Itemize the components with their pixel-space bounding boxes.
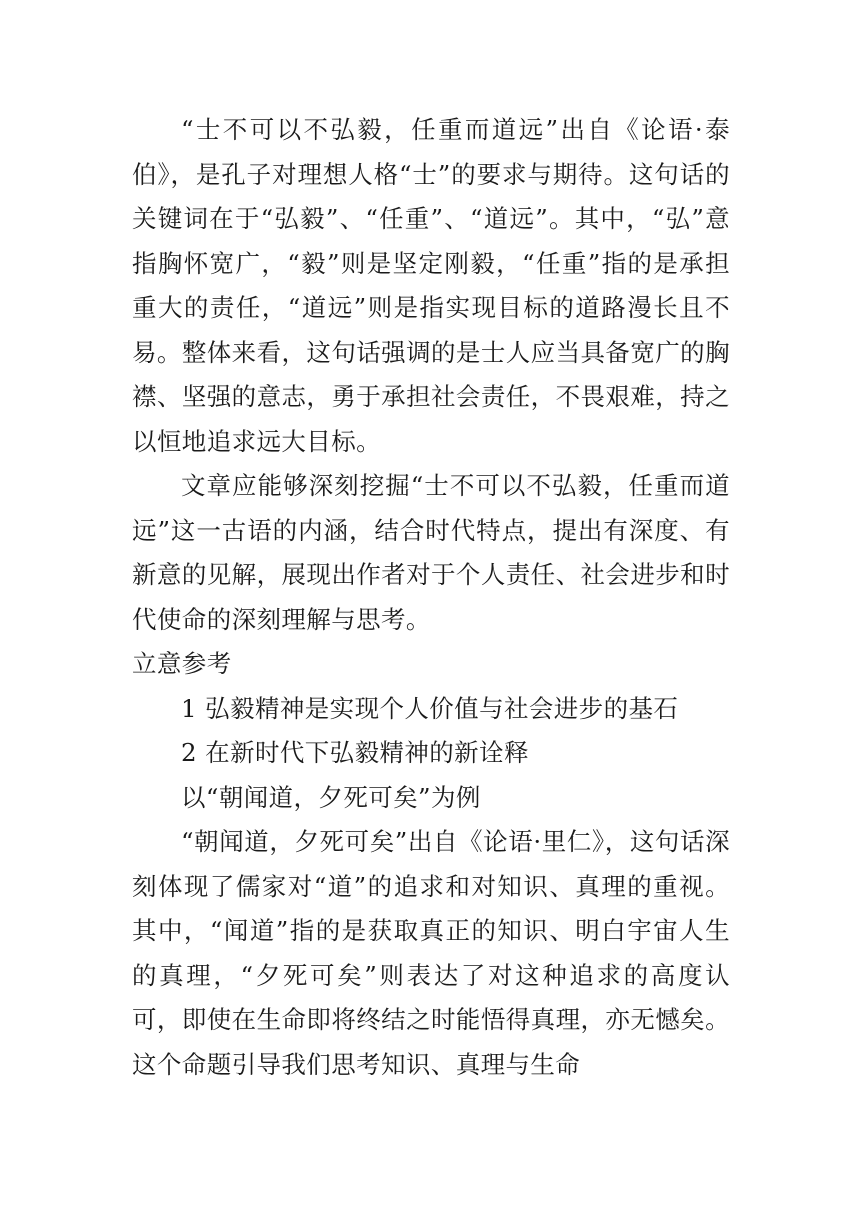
section-heading-reference: 立意参考: [132, 649, 232, 678]
paragraph-essay-requirement: 文章应能够深刻挖掘“士不可以不弘毅，任重而道远”这一古语的内涵，结合时代特点，提出有深度、有新意的见解，展现出作者对于个人责任、社会进步和时代使命的深刻理解与思考。: [132, 471, 730, 634]
paragraph-shi-hongyi-explanation: “士不可以不弘毅，任重而道远”出自《论语·泰伯》，是孔子对理想人格“士”的要求与期待。这句话的关键词在于“弘毅”、“任重”、“道远”。其中，“弘”意指胸怀宽广，“毅”则是坚定刚毅，“任重”指的是承担重大的责任，“道远”则是指实现目标的道路漫长且不易。整体来看，这句话强调的是士人应当具备宽广的胸襟、坚强的意志，勇于承担社会责任，不畏艰难，持之以恒地追求远大目标。: [132, 115, 730, 456]
example-heading: 以“朝闻道，夕死可矣”为例: [181, 782, 481, 812]
reference-item-2: 2 在新时代下弘毅精神的新诠释: [181, 738, 529, 767]
reference-item-1: 1 弘毅精神是实现个人价值与社会进步的基石: [181, 693, 679, 723]
paragraph-zhao-wen-dao-explanation: “朝闻道，夕死可矣”出自《论语·里仁》，这句话深刻体现了儒家对“道”的追求和对知识、真理的重视。其中，“闻道”指的是获取真正的知识、明白宇宙人生的真理，“夕死可矣”则表达了对这种追求的高度认可，即使在生命即将终结之时能悟得真理，亦无憾矣。这个命题引导我们思考知识、真理与生命: [132, 827, 730, 1079]
document-body: [132, 108, 730, 1087]
